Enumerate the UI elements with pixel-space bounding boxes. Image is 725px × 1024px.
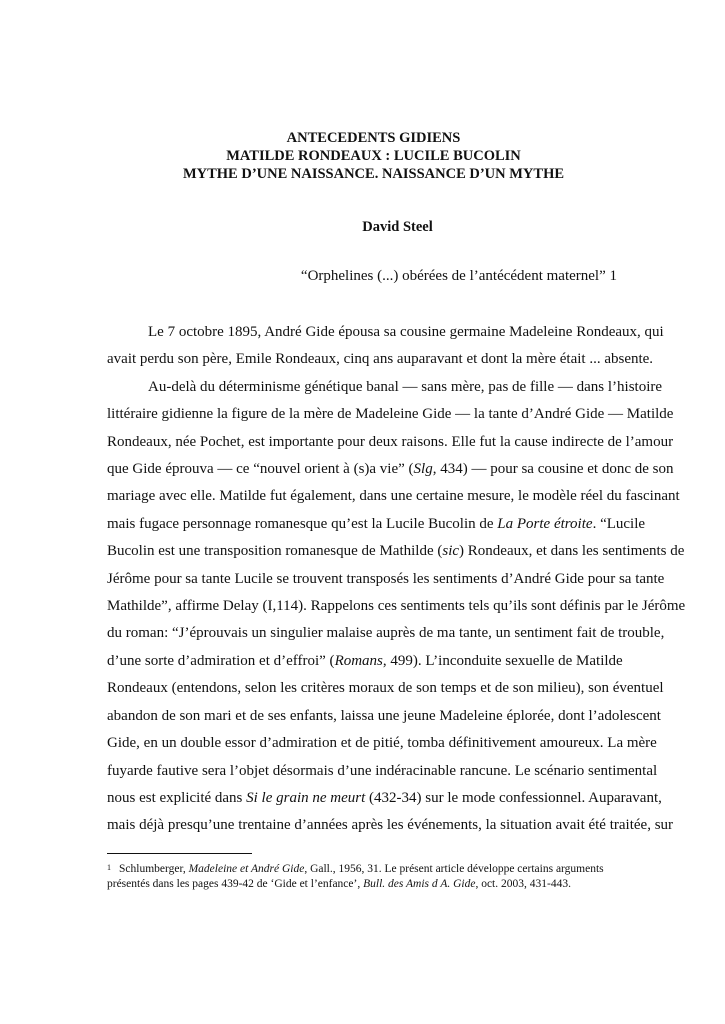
text-line: avait perdu son père, Emile Rondeaux, cinq ans auparavant et dont la mère était ... absente. [107,351,654,368]
text-line: Rondeaux (entendons, selon les critères moraux de son temps et de son milieu), son éventuel [107,680,664,697]
title-line-1: ANTECEDENTS GIDIENS [286,130,461,146]
text-line [107,456,674,483]
text-segment: . “Lucile [592,515,646,532]
text-segment: nous est explicité dans [107,789,247,806]
paragraph-1 [107,319,664,374]
text-line [107,538,685,565]
text-segment: que Gide éprouva — ce “nouvel orient à (s)a vie” ( [107,461,414,478]
italic-title: Madeleine et André Gide [188,863,305,875]
text-line: abandon de son mari et de ses enfants, laissa une jeune Madeleine éplorée, dont l’adolescent [107,707,661,724]
text-line: fuyarde fautive sera l’objet désormais d’une indéracinable rancune. Le scénario sentimental [107,762,658,779]
text-line: mais déjà presqu’une trentaine d’années après les événements, la situation avait été traitée, sur [107,817,674,834]
italic-citation: Romans [334,652,383,669]
italic-title: La Porte étroite [497,515,593,532]
text-line: Rondeaux, née Pochet, est importante pour deux raisons. Elle fut la cause indirecte de l’amour [107,433,674,450]
text-line: Gide, en un double essor d’admiration et de pitié, tomba définitivement amoureux. La mère [107,735,657,752]
footnote [107,862,619,892]
text-line: Mathilde”, affirme Delay (I,114). Rappelons ces sentiments tels qu’ils sont définis par le Jérôme [107,598,686,615]
text-segment: , 434) — pour sa cousine et donc de son [432,461,674,478]
text-line: mariage avec elle. Matilde fut également, dans une certaine mesure, le modèle réel du fascinant [107,488,680,505]
text-segment: présentés dans les pages 439-42 de ‘Gide et l’enfance’, [107,878,364,890]
title-line-3: MYTHE D’UNE NAISSANCE. NAISSANCE D’UN MYTHE [182,166,565,182]
title-line-2: MATILDE RONDEAUX : LUCILE BUCOLIN [226,148,521,164]
text-line: littéraire gidienne la figure de la mère de Madeleine Gide — la tante d’André Gide — Matilde [107,406,674,423]
text-line [107,785,662,812]
body-text [107,319,686,840]
text-line: Jérôme pour sa tante Lucile se trouvent transposés les sentiments d’André Gide pour sa tante [107,570,665,587]
text-segment: , 499). L’inconduite sexuelle de Matilde [382,652,623,669]
text-line: du roman: “J’éprouvais un singulier malaise auprès de ma tante, un sentiment fait de trouble, [107,625,665,642]
epigraph: “Orphelines (...) obérées de l’antécédent maternel” 1 [300,268,617,284]
text-segment: d’une sorte d’admiration et d’effroi” ( [107,652,335,669]
text-line: Au-delà du déterminisme génétique banal — sans mère, pas de fille — dans l’histoire [148,378,663,395]
italic-sic: sic [442,543,460,560]
text-line: Le 7 octobre 1895, André Gide épousa sa cousine germaine Madeleine Rondeaux, qui [148,324,664,340]
text-segment: , oct. 2003, 431-443. [475,878,571,890]
text-segment: Schlumberger, [119,863,189,875]
footnote-separator [107,853,252,854]
text-line [107,511,646,538]
paragraph-2 [107,374,686,840]
italic-title: Bull. des Amis d A. Gide [363,878,476,890]
text-segment: Bucolin est une transposition romanesque de Mathilde ( [107,543,443,560]
text-line [107,648,623,675]
italic-citation: Slg [413,461,433,478]
text-segment: ) Rondeaux, et dans les sentiments de [459,543,685,560]
article-title [0,129,725,183]
footnote-line [107,877,619,892]
text-segment: mais fugace personnage romanesque qu’est la Lucile Bucolin de [107,515,498,532]
footnote-line [107,862,619,877]
italic-title: Si le grain ne meurt [246,789,366,806]
footnote-marker: 1 [107,863,111,872]
author-name: David Steel [362,219,433,235]
text-segment: (432-34) sur le mode confessionnel. Auparavant, [365,789,662,806]
text-segment: , Gall., 1956, 31. Le présent article développe certains arguments [304,863,604,875]
